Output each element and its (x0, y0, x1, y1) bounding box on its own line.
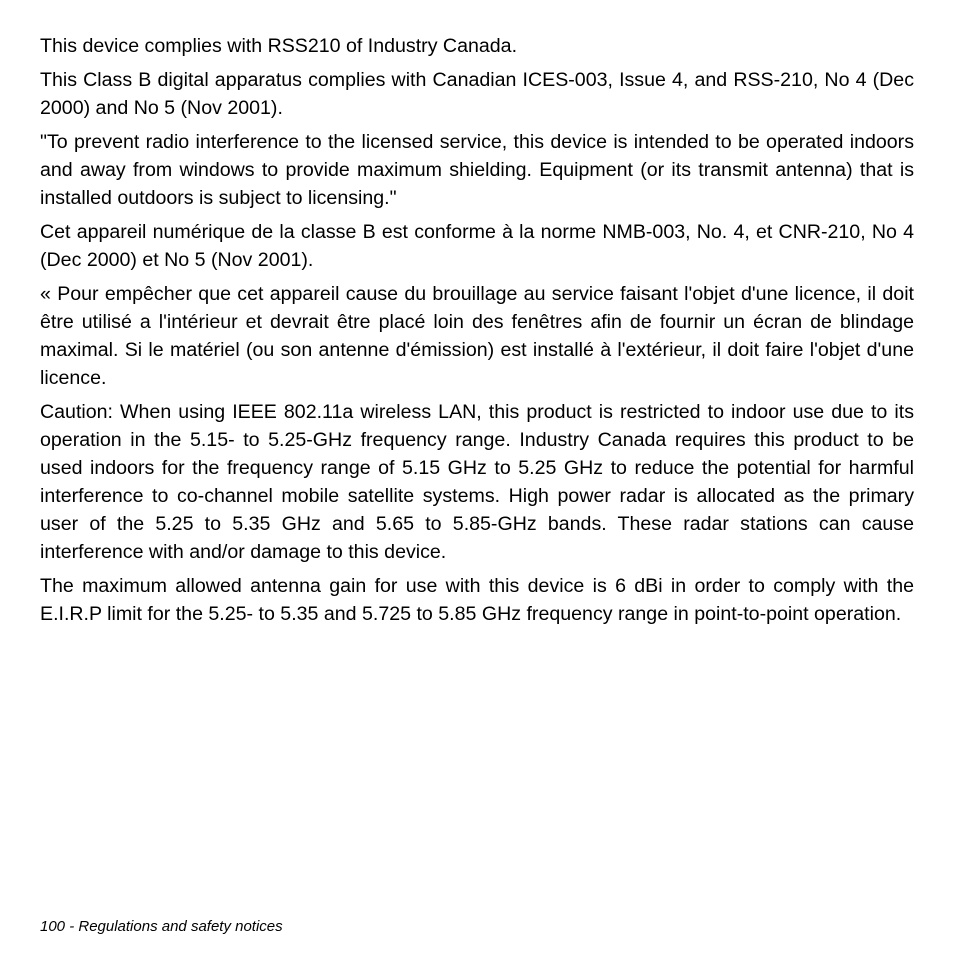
paragraph-caution-80211a: Caution: When using IEEE 802.11a wireless LAN, this product is restricted to indoor use due to its operation in the 5.15- to 5.25-GHz frequency range. Industry Canada requires this product to be used indoors for the frequency range of 5.15 GHz to 5.25 GHz to reduce the potential for harmful interference to co-channel mobile satellite systems. High power radar is allocated as the primary user of the 5.25 to 5.35 GHz and 5.65 to 5.85-GHz bands. These radar stations can cause interference with and/or damage to this device. (40, 401, 914, 563)
paragraph-antenna-gain: The maximum allowed antenna gain for use with this device is 6 dBi in order to comply with the E.I.R.P limit for the 5.25- to 5.35 and 5.725 to 5.85 GHz frequency range in point-to-point operation. (40, 575, 914, 625)
paragraph-radio-interference-quote: "To prevent radio interference to the licensed service, this device is intended to be operated indoors and away from windows to provide maximum shielding. Equipment (or its transmit antenna) that is installed outdoors is subject to licensing." (40, 131, 914, 209)
paragraph-rss210: This device complies with RSS210 of Industry Canada. (40, 35, 518, 57)
paragraph-nmb-003-french: Cet appareil numérique de la classe B est conforme à la norme NMB-003, No. 4, et CNR-210, No 4 (Dec 2000) et No 5 (Nov 2001). (40, 221, 914, 271)
paragraph-brouillage-french: « Pour empêcher que cet appareil cause du brouillage au service faisant l'objet d'une licence, il doit être utilisé a l'intérieur et devrait être placé loin des fenêtres afin de fournir un écran de blindage maximal. Si le matériel (ou son antenne d'émission) est installé à l'extérieur, il doit faire l'objet d'une licence. (40, 283, 914, 389)
page-footer: 100 - Regulations and safety notices (40, 918, 283, 935)
document-body (40, 32, 914, 634)
paragraph-ices-003: This Class B digital apparatus complies with Canadian ICES-003, Issue 4, and RSS-210, No 4 (Dec 2000) and No 5 (Nov 2001). (40, 69, 914, 119)
